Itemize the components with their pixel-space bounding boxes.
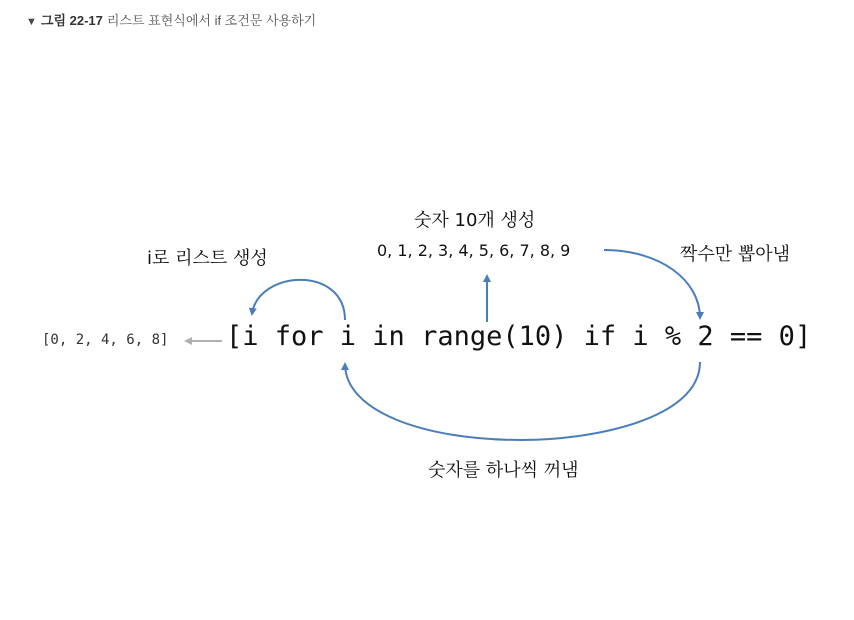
numbers-sequence: 0, 1, 2, 3, 4, 5, 6, 7, 8, 9	[377, 241, 571, 260]
take-out-arrow	[345, 362, 700, 440]
figure-label: 그림 22-17	[40, 13, 103, 28]
label-make-list: i로 리스트 생성	[147, 248, 268, 269]
collapse-triangle-icon[interactable]: ▼	[26, 16, 37, 28]
label-take-out: 숫자를 하나씩 꺼냄	[428, 460, 579, 481]
list-comprehension-expression: [i for i in range(10) if i % 2 == 0]	[226, 321, 812, 352]
make-list-arrow	[252, 280, 345, 320]
figure-title: 리스트 표현식에서 if 조건문 사용하기	[106, 13, 317, 28]
result-list: [0, 2, 4, 6, 8]	[42, 332, 169, 348]
label-generate: 숫자 10개 생성	[414, 210, 536, 231]
label-even: 짝수만 뽑아냄	[680, 244, 791, 265]
